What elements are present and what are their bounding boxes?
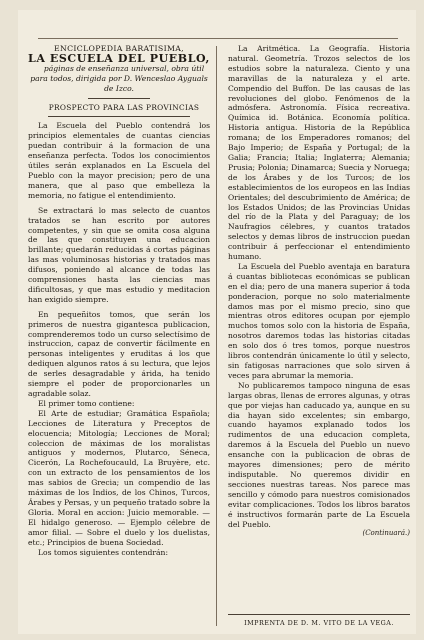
- main-title: LA ESCUELA DEL PUEBLO,: [28, 51, 210, 65]
- paragraph: Los tomos siguientes contendrán:: [38, 547, 168, 557]
- newspaper-page: [18, 10, 416, 634]
- encyclopedia-heading: ENCICLOPEDIA BARATISIMA,: [54, 44, 184, 53]
- section-rule: [48, 116, 190, 117]
- paragraph: La Aritmética. La Geografía. Historia natural. Geometría. Trozos selectos de los estudios sobre la naturaleza. Ciento y una maravillas de la naturaleza y el arte. Compendio del Buffon. De las causas de las revoluciones del globo. Fenómenos de la admósfera. Astronomía. Física recreativa. Química id. Botánica. Economía política. Historia antigua. Historia de la República romana; de los Emperadores romanos; del Bajo Imperio; de España y Portugal; de la Galia; Francia; Italia; Inglaterra; Alemania; Prusia; Polonia; Dinamarca; Suecia y Noruega; de los Árabes y de los Turcos; de los establecimientos de los europeos en las Indias Orientales; del descubrimiento de América; de los Estados Unidos; de las Provincias Unidas del río de la Plata y del Paraguay; de los Naufragios célebres, y cuantos tratados selectos y demas libros de instruccion puedan contribuir á perfeccionar el entendimiento humano.: [228, 44, 410, 262]
- top-rule: [38, 38, 398, 39]
- subtitle: páginas de enseñanza universal, obra útil para todos, dirigida por D. Wenceslao Ayguals de Izco.: [30, 63, 208, 93]
- paragraph: En pequeñitos tomos, que serán los primeros de nuestra gigantesca publicacion, comprenderemos todo un curso selectísimo de instruccion, capaz de convertir fácilmente en personas inteligentes y eruditas á los que dediquen algunos ratos á su lectura, que lejos de serles desagradable y árida, ha tenido siempre el poder de proporcionarles un agradable solaz.: [28, 309, 210, 398]
- paragraph: El Arte de estudiar; Gramática Española; Lecciones de Literatura y Preceptos de elocuencia; Mitología; Lecciones de Moral; coleccion de máximas de los moralistas antiguos y modernos, Plutarco, Séneca, Cicerón, La Rochefoucauld, La Bruyère, etc. con un extracto de los pensamientos de los mas sabios de Grecia; un compendio de las máximas de los Indios, de los Chinos, Turcos, Árabes y Persas, y un pequeño tratado sobre la Gloria. Moral en accion: Juicio memorable. — El hidalgo generoso. — Ejemplo célebre de amor filial. — Sobre el duelo y los duelistas, etc.; Principios de buena Sociedad.: [28, 408, 210, 547]
- imprint: IMPRENTA DE D. M. VITO DE LA VEGA.: [228, 614, 410, 627]
- prospectus-title: PROSPECTO PARA LAS PROVINCIAS: [48, 102, 200, 112]
- title-rule: [88, 98, 150, 99]
- continuation-note: (Continuará.): [362, 529, 410, 538]
- paragraph: La Escuela del Pueblo contendrá los principios elementales de cuantas ciencias puedan contribuir á la formacion de una enseñanza perfecta. Todos los conocimientos útiles serán explanados en La Escuela del Pueblo con la mayor precision; pero de una manera, que al paso que embelleza la memoria, no fatigue el entendimiento.: [28, 121, 210, 200]
- column-divider: [216, 46, 217, 626]
- paragraph: La Escuela del Pueblo aventaja en baratura á cuantas bibliotecas económicas se publican en el dia; pero de una manera superior á toda ponderacion, porque no solo materialmente damos mas por el mismo precio, sino que mientras otros editores ocupan por ejemplo muchos tomos solo con la historia de España, nosotros daremos todas las historias citadas en solo dos ó tres tomos, porque nuestros libros contendrán únicamente lo útil y selecto, sin fatigosas narraciones que solo sirven á veces para abrumar la memoria.: [228, 261, 410, 380]
- left-column: [28, 44, 210, 629]
- paragraph: Se extractará lo mas selecto de cuantos tratados se han escrito por autores competentes, y sin que se omita cosa alguna de las que constituyen una educacion brillante; quedarán reducidas á cortas páginas las mas voluminosas historias y tratados mas difusos, poniendo al alcance de todas las comprensiones hasta las ciencias mas dificultosas, y que mas estudio y meditacion han exigido siempre.: [28, 205, 210, 304]
- paragraph: El primer tomo contiene:: [38, 398, 135, 408]
- paragraph: No publicaremos tampoco ninguna de esas largas obras, llenas de errores algunas, y otras que por viejas han caducado ya, aunque en su dia hayan sido excelentes; sin embargo, cuando hayamos explanado todos los rudimentos de una educacion completa, daremos á la Escuela del Pueblo un nuevo ensanche con la publicacion de obras de mayores dimensiones; pero de mérito indisputable. No queremos dividir en secciones nuestras tareas. Nos parece mas sencillo y cómodo para nuestros comisionados evitar complicaciones. Todos los libros baratos é instructivos formarán parte de La Escuela del Pueblo.: [228, 380, 410, 529]
- right-column: [228, 44, 410, 600]
